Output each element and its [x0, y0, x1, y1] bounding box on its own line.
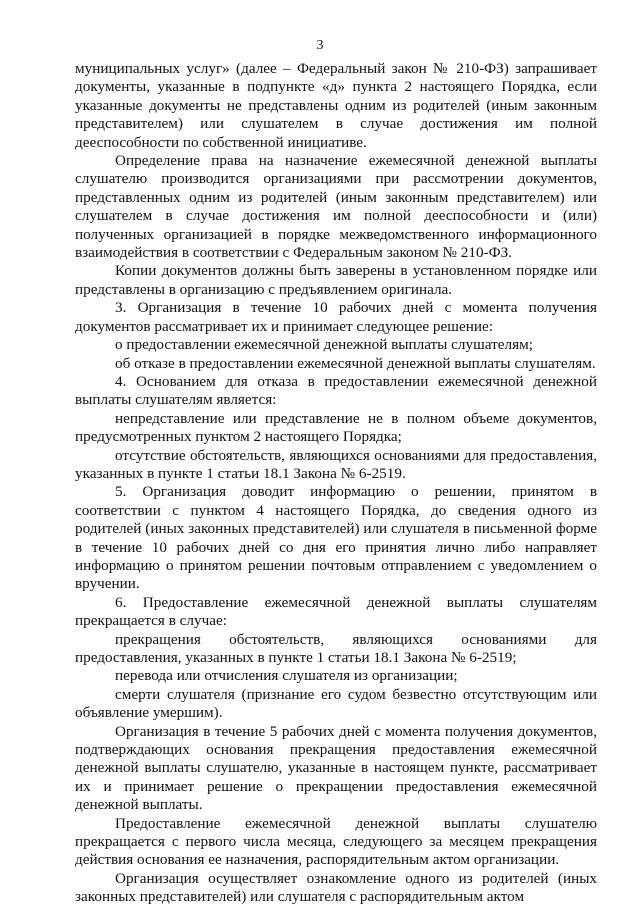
paragraph-refusal-reason-1: непредставление или представление не в полном объеме документов, предусмотренных пунктом 2 настоящего Порядка; — [75, 409, 597, 446]
page-number: 3 — [316, 38, 324, 53]
paragraph-eligibility-determination: Определение права на назначение ежемесячной денежной выплаты слушателю производится организациями при рассмотрении документов, представленных одним из родителей (иным законным представителем) или слушателем в случае достижения им полной дееспособности и (или) полученных организацией в порядке межведомственного информационного взаимодействия в соответствии с Федеральным законом № 210-ФЗ. — [75, 152, 597, 262]
paragraph-item-3: 3. Организация в течение 10 рабочих дней с момента получения документов рассматривает их и принимает следующее решение: — [75, 299, 597, 335]
paragraph-decision-refuse: об отказе в предоставлении ежемесячной денежной выплаты слушателям. — [115, 354, 596, 372]
paragraph-decision-grant: о предоставлении ежемесячной денежной выплаты слушателям; — [115, 336, 533, 354]
paragraph-item-4: 4. Основанием для отказа в предоставлении ежемесячной денежной выплаты слушателям является: — [75, 372, 597, 409]
paragraph-termination-reason-3: смерти слушателя (признание его судом безвестно отсутствующим или объявление умершим). — [75, 685, 597, 722]
paragraph-item-5: 5. Организация доводит информацию о решении, принятом в соответствии с пунктом 4 настоящего Порядка, до сведения одного из родителей (иных законных представителей) или слушателя в письменной форме в течение 10 рабочих дней со дня его принятия лично либо направляет информацию о принятом решении почтовым отправлением с уведомлением о вручении. — [75, 483, 597, 593]
document-body — [75, 60, 597, 907]
paragraph-continuation: муниципальных услуг» (далее – Федеральный закон № 210-ФЗ) запрашивает документы, указанные в подпункте «д» пункта 2 настоящего Порядка, если указанные документы не представлены одним из родителей (иным законным представителем) или слушателем в случае достижения им полной дееспособности по собственной инициативе. — [75, 60, 597, 151]
paragraph-refusal-reason-2: отсутствие обстоятельств, являющихся основаниями для предоставления, указанных в пункте 1 статьи 18.1 Закона № 6-2519. — [75, 446, 597, 482]
paragraph-termination-date: Предоставление ежемесячной денежной выплаты слушателю прекращается с первого числа месяца, следующего за месяцем прекращения действия основания ее назначения, распорядительным актом организации. — [75, 814, 597, 869]
paragraph-notification: Организация осуществляет ознакомление одного из родителей (иных законных представителей) или слушателя с распорядительным актом — [75, 869, 597, 906]
paragraph-document-copies: Копии документов должны быть заверены в установленном порядке или представлены в организацию с предъявлением оригинала. — [75, 262, 597, 298]
paragraph-item-6: 6. Предоставление ежемесячной денежной выплаты слушателям прекращается в случае: — [75, 593, 597, 630]
paragraph-termination-reason-1: прекращения обстоятельств, являющихся основаниями для предоставления, указанных в пункте 1 статьи 18.1 Закона № 6-2519; — [75, 630, 597, 666]
paragraph-termination-review: Организация в течение 5 рабочих дней с момента получения документов, подтверждающих основания прекращения предоставления ежемесячной денежной выплаты слушателю, указанные в настоящем пункте, рассматривает их и принимает решение о прекращении предоставления ежемесячной денежной выплаты. — [75, 722, 597, 814]
paragraph-termination-reason-2: перевода или отчисления слушателя из организации; — [115, 667, 458, 685]
